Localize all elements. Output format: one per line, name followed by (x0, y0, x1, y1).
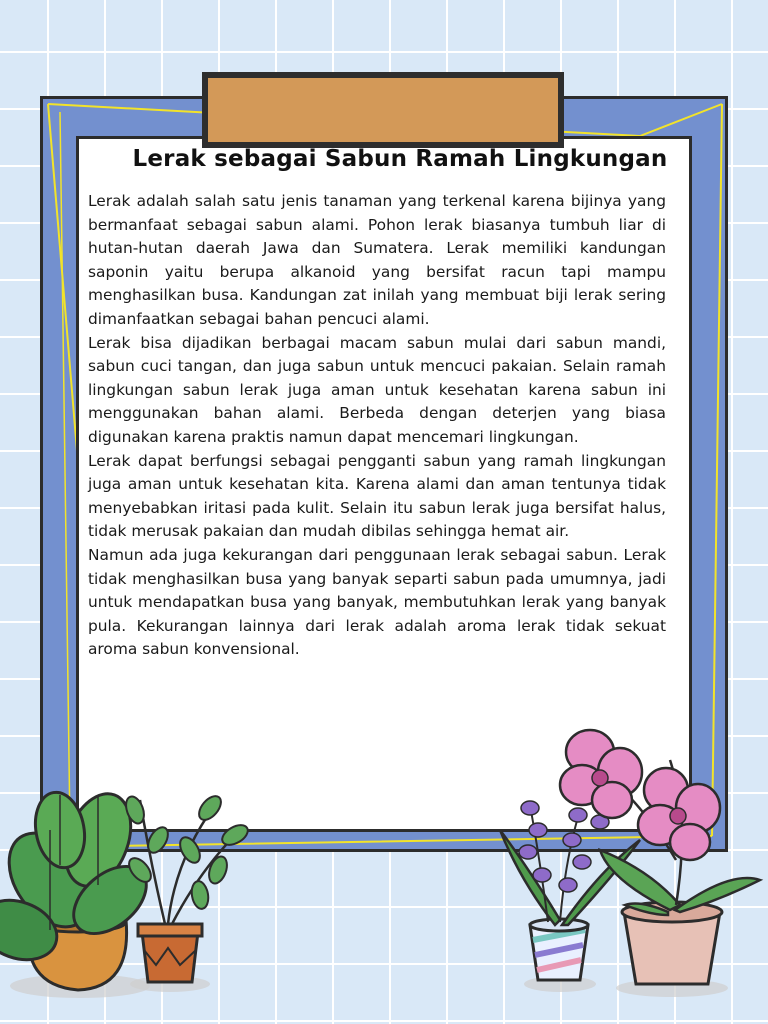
paragraph-2: Lerak bisa dijadikan berbagai macam sabun mulai dari sabun mandi, sabun cuci tangan, dan juga sabun untuk mencuci pakaian. Selain ramah lingkungan sabun lerak juga aman untuk kesehatan karena sabun ini menggunakan bahan alami. Berbeda dengan deterjen yang biasa digunakan karena praktis namun dapat mencemari lingkungan. (88, 333, 666, 446)
paragraph-1: Lerak adalah salah satu jenis tanaman yang terkenal karena bijinya yang bermanfaat sebagai sabun alami. Pohon lerak biasanya tumbuh liar di hutan-hutan daerah Jawa dan Sumatera. Lerak memiliki kandungan saponin yaitu berupa alkanoid yang bersifat racun tapi mampu menghasilkan busa. Kandungan zat inilah yang membuat biji lerak sering dimanfaatkan sebagai bahan pencuci alami. (88, 192, 666, 328)
paragraph-3: Lerak dapat berfungsi sebagai pengganti sabun yang ramah lingkungan juga aman untuk kesehatan kita. Karena alami dan aman tentunya tidak menyebabkan iritasi pada kulit. Selain itu sabun lerak juga bersifat halus, tidak merusak pakaian dan mudah dibilas sehingga hemat air. (88, 451, 666, 541)
paragraph-4: Namun ada juga kekurangan dari penggunaan lerak sebagai sabun. Lerak tidak menghasilkan busa yang banyak separti sabun pada umumnya, jadi untuk mendapatkan busa yang banyak, membutuhkan lerak yang banyak pula. Kekurangan lainnya dari lerak adalah aroma lerak tidak sekuat aroma sabun konvensional. (88, 545, 666, 659)
page-title: Lerak sebagai Sabun Ramah Lingkungan (132, 146, 668, 172)
potted-lavender-plant (500, 801, 640, 992)
